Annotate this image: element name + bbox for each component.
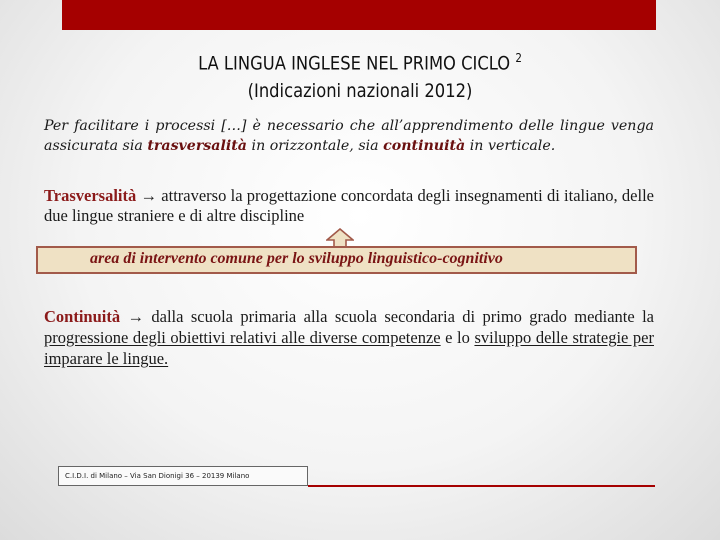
right-arrow-icon: → xyxy=(127,307,144,326)
title-line-2: (Indicazioni nazionali 2012) xyxy=(247,80,473,103)
title-main-text: LA LINGUA INGLESE NEL PRIMO CICLO xyxy=(198,52,511,75)
trasversalita-text: attraverso la progettazione concordata degli insegnamenti di italiano, delle due lingue straniere e di altre discipline xyxy=(44,186,654,225)
common-area-text: area di intervento comune per lo sviluppo linguistico-cognitivo xyxy=(90,250,503,267)
continuita-text-1: dalla scuola primaria alla scuola secondaria di primo grado mediante la xyxy=(151,307,655,326)
continuita-underlined-progression: progressione degli obiettivi relativi alle diverse competenze xyxy=(44,328,441,347)
footer-address: C.I.D.I. di Milano – Via San Dionigi 36 – 20139 Milano xyxy=(58,466,308,486)
continuita-paragraph xyxy=(44,306,654,369)
top-accent-bar xyxy=(62,0,656,30)
trasversalita-paragraph xyxy=(44,186,654,226)
footer-divider xyxy=(308,485,655,487)
title-superscript: 2 xyxy=(515,51,522,65)
intro-text-1: Per facilitare i processi […] è necessario che all’apprendimento delle lingue venga assicurata sia xyxy=(44,118,654,154)
slide-title xyxy=(119,44,601,105)
intro-text-2: in orizzontale, sia xyxy=(247,138,384,154)
intro-text-3: in verticale. xyxy=(465,138,556,154)
right-arrow-icon: → xyxy=(140,186,158,205)
continuita-keyword: Continuità xyxy=(44,307,121,326)
trasversalita-keyword: Trasversalità xyxy=(44,186,137,205)
continuita-underlined-strategies: sviluppo delle strategie per imparare le lingue. xyxy=(44,328,654,368)
intro-paragraph xyxy=(44,116,654,156)
intro-emphasis-trasversalita: trasversalità xyxy=(147,138,248,154)
continuita-text-2: e lo xyxy=(440,328,475,347)
up-arrow-icon xyxy=(326,228,354,248)
common-area-box xyxy=(36,246,637,274)
title-line-1 xyxy=(119,44,601,77)
intro-emphasis-continuita: continuità xyxy=(383,138,466,154)
